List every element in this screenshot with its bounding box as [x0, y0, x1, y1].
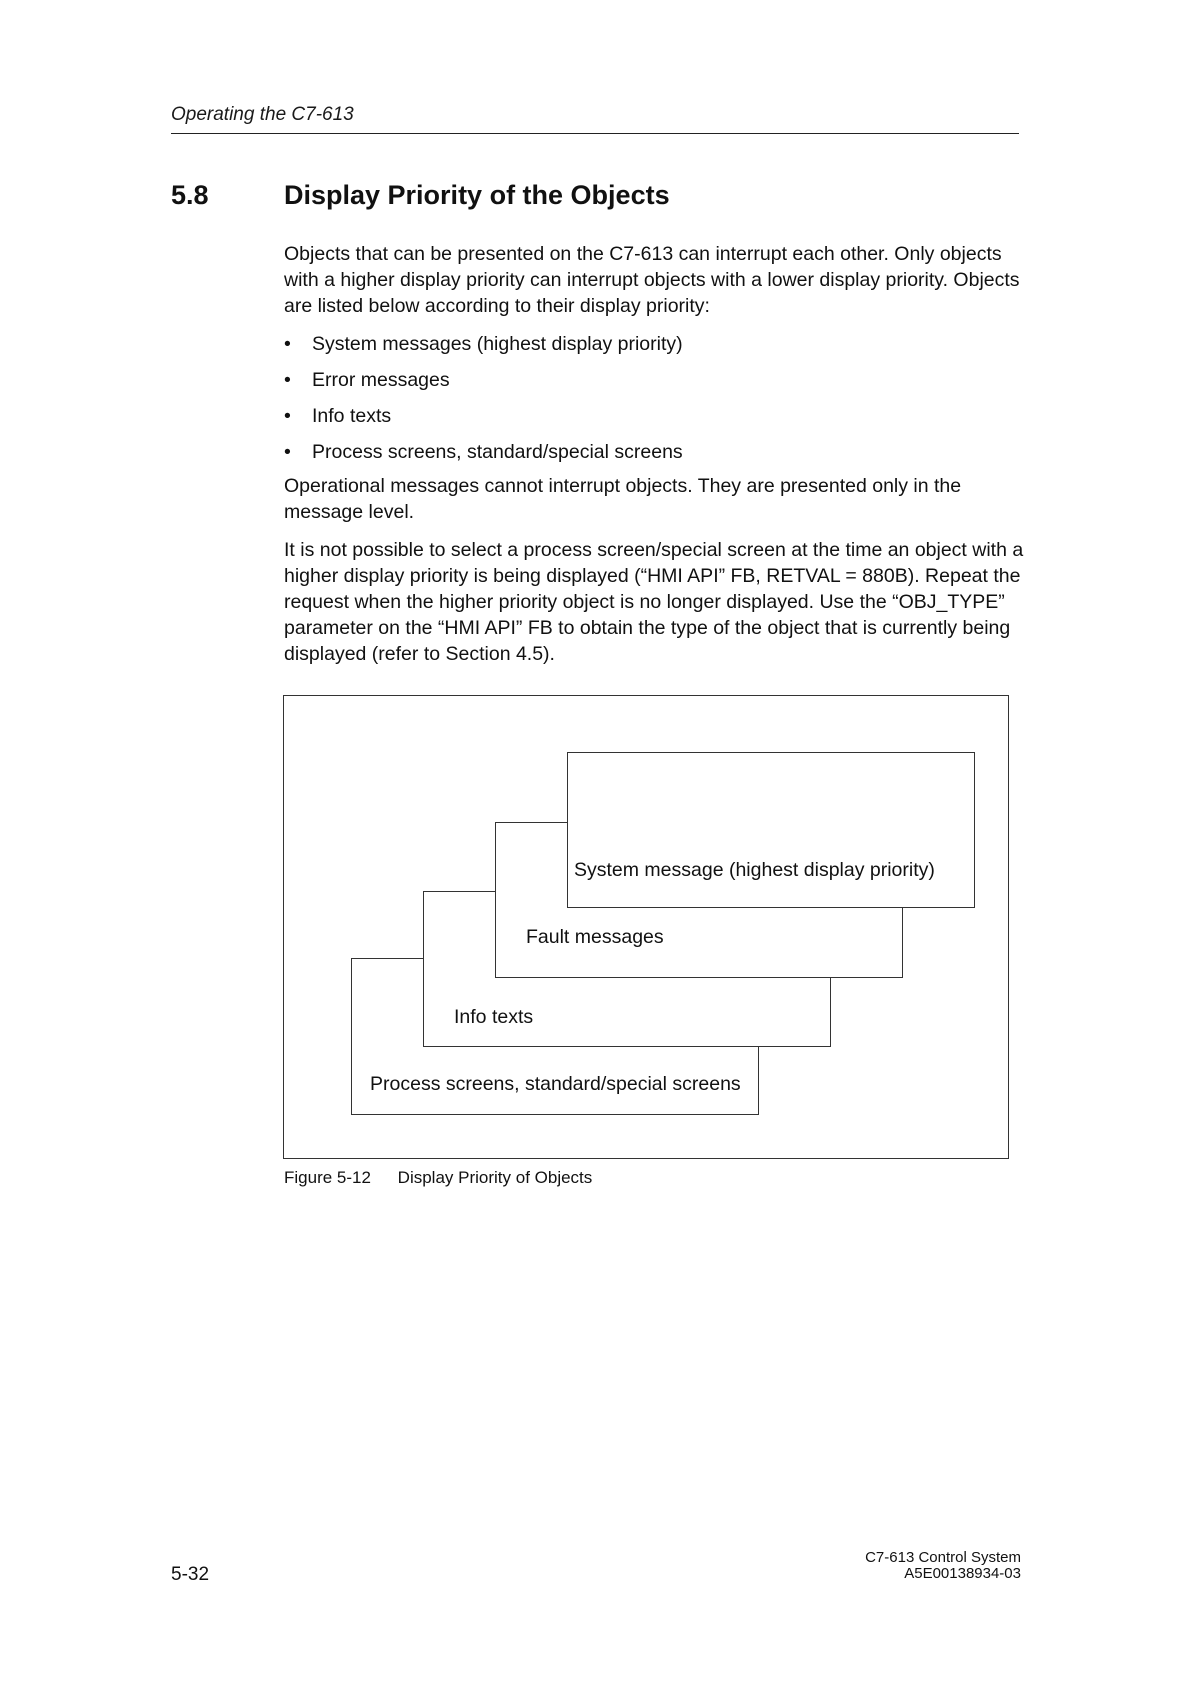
- list-item-label: Process screens, standard/special screens: [312, 441, 683, 463]
- list-item: [284, 403, 1024, 439]
- priority-list: [284, 331, 1024, 475]
- operational-paragraph: Operational messages cannot interrupt objects. They are presented only in the message level.: [284, 475, 962, 523]
- footer-doc-info: [865, 1550, 1021, 1582]
- section-number: 5.8: [171, 180, 209, 210]
- system-message-label: System message (highest display priority): [574, 859, 935, 881]
- figure-title: Display Priority of Objects: [397, 1168, 593, 1187]
- footer-doc-number: A5E00138934-03: [904, 1565, 1021, 1582]
- intro-paragraph: Objects that can be presented on the C7-613 can interrupt each other. Only objects with a higher display priority can interrupt objects with a lower display priority. Objects are listed below according to their display priority:: [284, 243, 1020, 317]
- bullet-icon: •: [284, 405, 291, 427]
- figure-number: Figure 5-12: [284, 1168, 371, 1187]
- list-item: [284, 439, 1024, 475]
- list-item: [284, 367, 1024, 403]
- running-header: Operating the C7-613: [171, 104, 354, 125]
- fault-messages-label: Fault messages: [526, 926, 664, 948]
- process-screens-label: Process screens, standard/special screens: [370, 1073, 741, 1095]
- bullet-icon: •: [284, 441, 291, 463]
- footer-product: C7-613 Control System: [865, 1549, 1021, 1566]
- system-message-layer: [567, 752, 975, 908]
- page-number: 5-32: [171, 1564, 210, 1585]
- bullet-icon: •: [284, 369, 291, 391]
- list-item-label: Error messages: [312, 369, 450, 391]
- figure-caption: [284, 1168, 592, 1188]
- list-item-label: Info texts: [312, 405, 392, 427]
- bullet-icon: •: [284, 333, 291, 355]
- list-item-label: System messages (highest display priority): [312, 333, 683, 355]
- section-title: Display Priority of the Objects: [284, 180, 670, 210]
- header-divider: [171, 133, 1019, 134]
- list-item: [284, 331, 1024, 367]
- info-texts-label: Info texts: [454, 1006, 534, 1028]
- selection-paragraph: It is not possible to select a process screen/special screen at the time an object with a higher display priority is being displayed (“HMI API” FB, RETVAL = 880B). Repeat the request when the higher priority object is no longer displayed. Use the “OBJ_TYPE” parameter on the “HMI API” FB to obtain the type of the object that is currently being displayed (refer to Section 4.5).: [284, 539, 1024, 665]
